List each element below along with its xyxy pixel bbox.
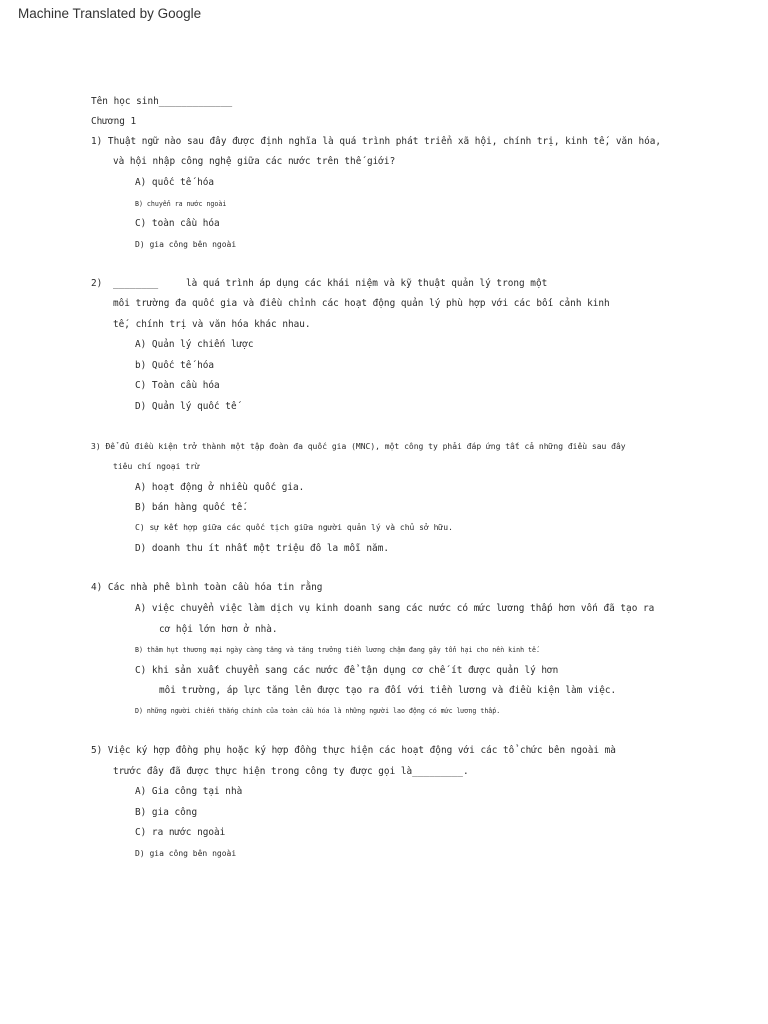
question-5-option-d: D) gia công bên ngoài xyxy=(135,849,237,858)
question-1-option-c: C) toàn cầu hóa xyxy=(135,218,220,229)
question-4-option-c: C) khi sản xuất chuyển sang các nước để tận dụng cơ chế ít được quản lý hơn xyxy=(135,665,559,676)
question-3-text-cont: tiêu chí ngoại trừ xyxy=(113,462,200,471)
question-2-text-cont-2: tế, chính trị và văn hóa khác nhau. xyxy=(113,319,311,330)
question-4-option-d: D) những người chiến thắng chính của toàn cầu hóa là những người lao động có mức lương thấp. xyxy=(135,707,501,715)
question-5-option-a: A) Gia công tại nhà xyxy=(135,786,243,797)
question-2-option-b: b) Quốc tế hóa xyxy=(135,360,215,371)
question-3-option-c: C) sự kết hợp giữa các quốc tịch giữa người quản lý và chủ sở hữu. xyxy=(135,523,453,532)
question-5-option-b: B) gia công xyxy=(135,807,198,818)
question-1-text: 1) Thuật ngữ nào sau đây được định nghĩa là quá trình phát triển xã hội, chính trị, kinh tế, văn hóa, xyxy=(91,136,662,147)
question-1-option-d: D) gia công bên ngoài xyxy=(135,240,237,249)
question-2-option-c: C) Toàn cầu hóa xyxy=(135,380,220,391)
chapter-title: Chương 1 xyxy=(91,116,137,127)
question-2-text-cont-1: môi trường đa quốc gia và điều chỉnh các hoạt động quản lý phù hợp với các bối cảnh kinh xyxy=(113,298,610,309)
question-3-text: 3) Để đủ điều kiện trở thành một tập đoàn đa quốc gia (MNC), một công ty phải đáp ứng tất cả những điều sau đây xyxy=(91,442,626,451)
question-4-option-b: B) thâm hụt thương mại ngày càng tăng và tăng trưởng tiền lương chậm đang gây tổn hại cho nền kinh tế. xyxy=(135,646,540,654)
question-2-blank: ________ xyxy=(113,278,159,289)
question-2-option-d: D) Quản lý quốc tế xyxy=(135,401,237,412)
question-1-text-cont: và hội nhập công nghệ giữa các nước trên thế giới? xyxy=(113,156,396,167)
question-3-option-d: D) doanh thu ít nhất một triệu đô la mỗi năm. xyxy=(135,543,389,554)
question-4-option-c-cont: môi trường, áp lực tăng lên được tạo ra đối với tiền lương và điều kiện làm việc. xyxy=(159,685,617,696)
question-5-text: 5) Việc ký hợp đồng phụ hoặc ký hợp đồng thực hiện các hoạt động với các tổ chức bên ngoài mà xyxy=(91,745,616,756)
question-2-option-a: A) Quản lý chiến lược xyxy=(135,339,254,350)
question-5-text-cont: trước đây đã được thực hiện trong công ty được gọi là_________. xyxy=(113,766,469,777)
question-1-option-b: B) chuyển ra nước ngoài xyxy=(135,200,227,208)
question-4-option-a: A) việc chuyển việc làm dịch vụ kinh doanh sang các nước có mức lương thấp hơn vốn đã tạo ra xyxy=(135,603,655,614)
question-1-option-a: A) quốc tế hóa xyxy=(135,177,215,188)
question-5-option-c: C) ra nước ngoài xyxy=(135,827,226,838)
question-4-option-a-cont: cơ hội lớn hơn ở nhà. xyxy=(159,624,278,635)
question-3-option-b: B) bán hàng quốc tế. xyxy=(135,502,248,513)
machine-translated-banner: Machine Translated by Google xyxy=(18,6,202,21)
question-2-text: là quá trình áp dụng các khái niệm và kỹ thuật quản lý trong một xyxy=(186,278,548,289)
question-2-number: 2) xyxy=(91,278,103,289)
student-name-field: Tên học sinh_____________ xyxy=(91,96,233,107)
question-3-option-a: A) hoạt động ở nhiều quốc gia. xyxy=(135,482,305,493)
question-4-text: 4) Các nhà phê bình toàn cầu hóa tin rằng xyxy=(91,582,323,593)
